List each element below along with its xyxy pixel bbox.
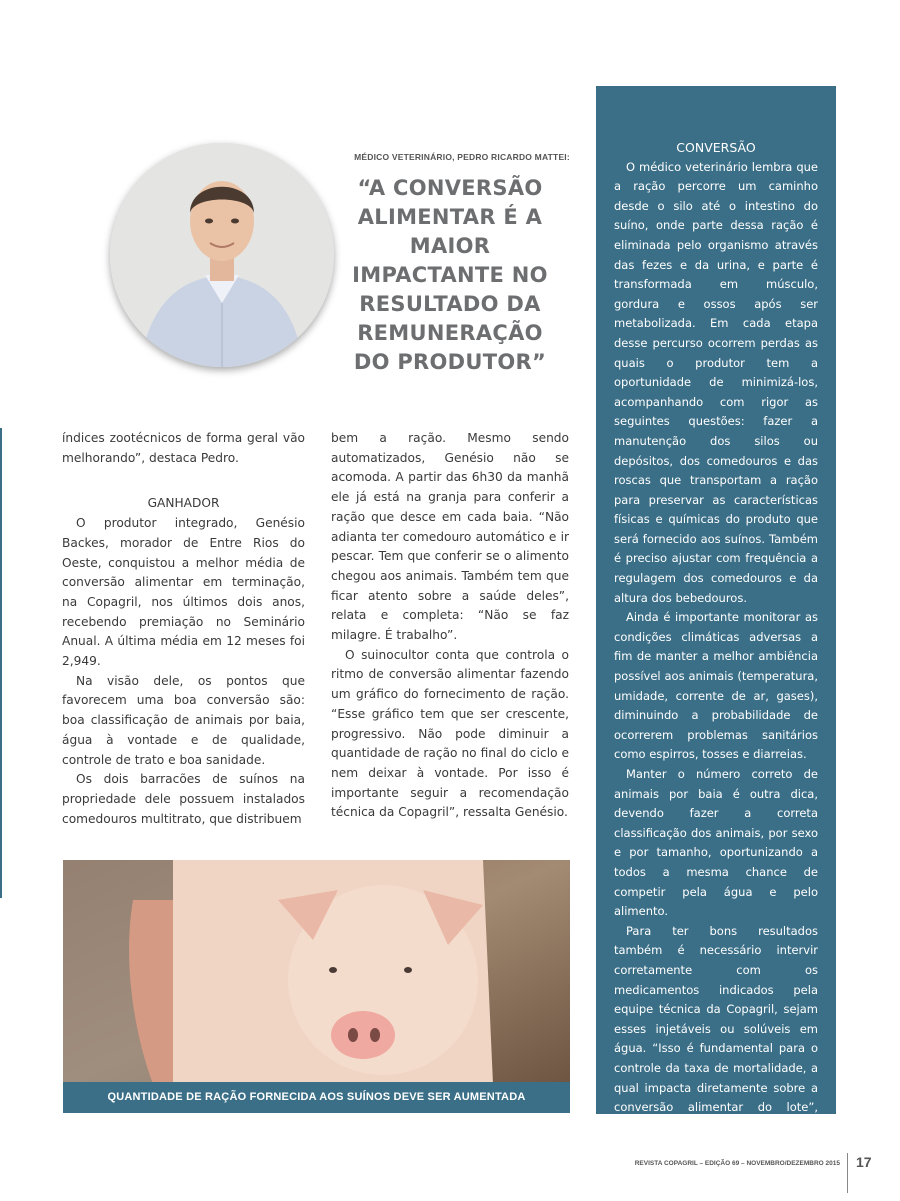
portrait-illustration [110,143,334,367]
pull-quote: “A CONVERSÃO ALIMENTAR É A MAIOR IMPACTANTE NO RESULTADO DA REMUNERAÇÃO DO PRODUTOR” [352,176,548,374]
sidebar-content [614,138,818,1137]
sidebar-paragraph: Para ter bons resultados também é necessário intervir corretamente com os medicamentos indicados pela equipe técnica da Copagril, sejam esses injetáveis ou solúveis em água. “Isso é fundamental para o controle da taxa de mortalidade, a qual impacta diretamente sobre a conversão alimentar do lote”, conclui o veterinário. [614,923,818,1134]
section-heading-ganhador: GANHADOR [147,496,220,511]
veterinarian-portrait [110,143,334,367]
publication-footer: REVISTA COPAGRIL – EDIÇÃO 69 – NOVEMBRO/DEZEMBRO 2015 [634,1160,840,1167]
pig-illustration [63,860,570,1084]
paragraph: O suinocultor conta que controla o ritmo de conversão alimentar fazendo um gráfico do fornecimento de ração. “Esse gráfico tem que ser crescente, progressivo. Não pode diminuir a quantidade de ração no final do ciclo e nem deixar à vontade. Por isso é importante seguir a recomendação técnica da Copagril”, ressalta Genésio. [331,647,569,820]
left-margin-rule [0,428,2,898]
page-number: 17 [856,1154,872,1170]
article-column-1 [62,429,305,829]
pig-photo [63,860,570,1084]
sidebar-conversao [596,86,836,1134]
paragraph: Na visão dele, os pontos que favorecem uma boa conversão são: boa classificação de animais por baia, água à vontade e de qualidade, controle de trato e boa sanidade. [62,673,305,767]
paragraph: O produtor integrado, Genésio Backes, morador de Entre Rios do Oeste, conquistou a melhor média de conversão alimentar em terminação, na Copagril, nos últimos dois anos, recebendo premiação no Seminário Anual. A última média em 12 meses foi 2,949. [62,516,305,669]
sidebar-paragraph: Ainda é importante monitorar as condições climáticas adversas a fim de manter a melhor ambiência possível aos animais (temperatura, umidade, corrente de ar, gases), diminuindo a probabilidade de ocorrerem problemas sanitários como espirros, tosses e diarreias. [614,610,818,762]
paragraph: índices zootécnicos de forma geral vão melhorando”, destaca Pedro. [62,431,305,465]
paragraph: bem a ração. Mesmo sendo automatizados, Genésio não se acomoda. A partir das 6h30 da manhã ele já está na granja para conferir a ração que desce em cada baia. “Não adianta ter comedouro automático e ir pescar. Tem que conferir se o alimento chegou aos animais. Também tem que ficar atento sobre a saúde deles”, relata e completa: “Não se faz milagre. É trabalho”. [331,431,569,643]
sidebar-heading: CONVERSÃO [676,140,756,155]
article-column-2 [331,429,569,823]
sidebar-paragraph: O médico veterinário lembra que a ração percorre um caminho desde o silo até o intestino do suíno, onde parte dessa ração é eliminada pelo organismo através das fezes e da urina, e parte é transformada em músculo, gordura e ossos após ser metabolizada. Em cada etapa desse percurso ocorrem perdas as quais o produtor tem a oportunidade de minimizá-los, acompanhando com rigor as seguintes questões: fazer a manutenção dos silos ou depósitos, dos comedouros e das roscas que transportam a ração para preservar as características físicas e químicas do produto que será fornecido aos suínos. Também é preciso ajustar com frequência a regulagem dos comedouros e da altura dos bebedouros. [614,159,818,605]
photo-caption: QUANTIDADE DE RAÇÃO FORNECIDA AOS SUÍNOS DEVE SER AUMENTADA GRADATIVAMENTE [63,1082,570,1113]
paragraph: Os dois barracões de suínos na propriedade dele possuem instalados comedouros multitrato, que distribuem [62,772,305,826]
quote-attribution: MÉDICO VETERINÁRIO, PEDRO RICARDO MATTEI: [354,152,570,162]
footer-divider [847,1153,848,1193]
sidebar-paragraph: Manter o número correto de animais por baia é outra dica, devendo fazer a correta classificação dos animais, por sexo e por tamanho, oportunizando a todos a mesma chance de competir pela água e pelo alimento. [614,767,818,919]
